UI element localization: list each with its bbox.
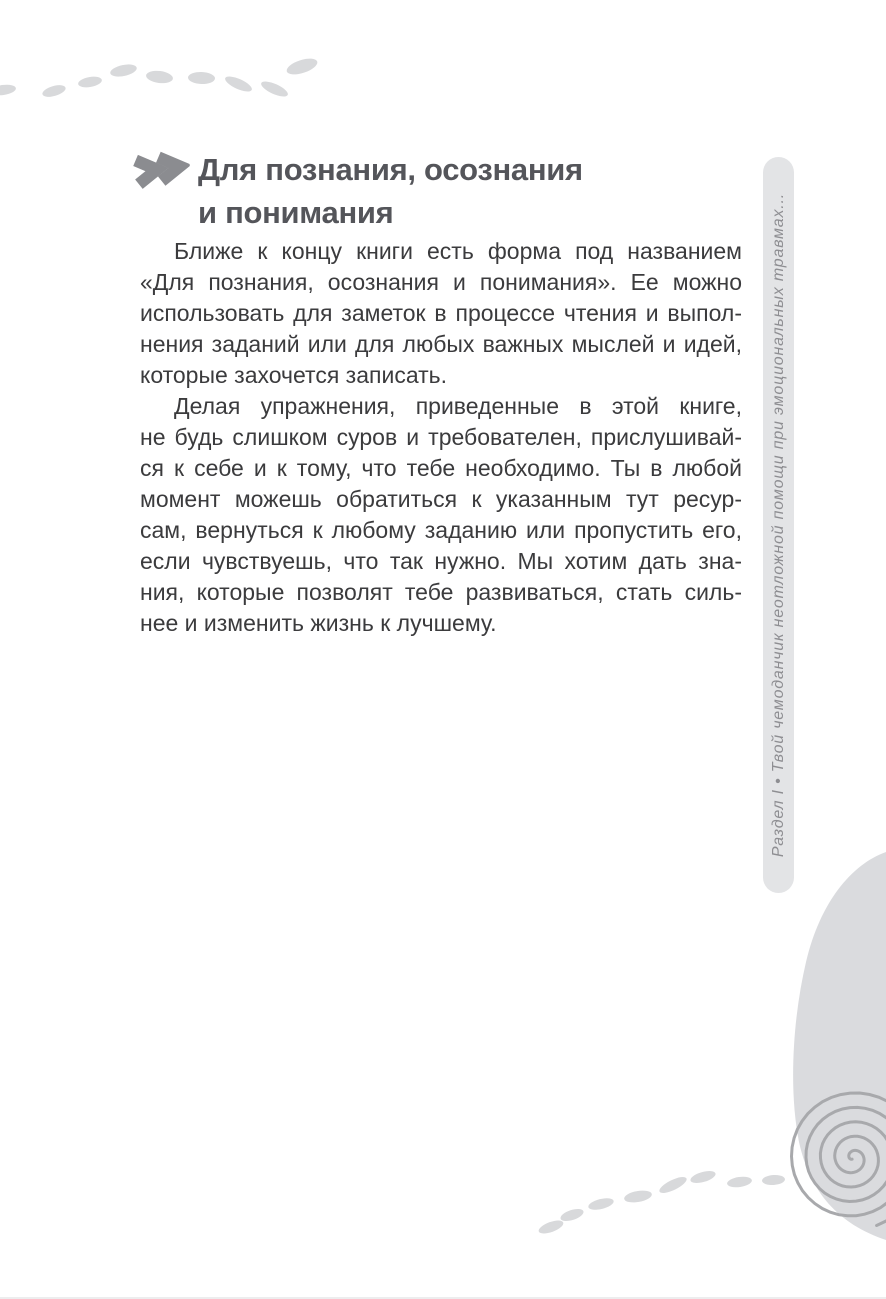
paragraph-line: ся к себе и к тому, что тебе необходимо. Ты в любой — [140, 455, 742, 481]
trail-dash — [762, 1174, 786, 1186]
trail-dash — [657, 1174, 688, 1196]
trail-dash — [559, 1207, 585, 1224]
section-margin-tab — [763, 157, 794, 893]
trail-dash — [623, 1189, 652, 1205]
paragraph-line: Ближе к концу книги есть форма под названием — [174, 238, 742, 264]
double-chevron-icon — [129, 142, 193, 196]
trail-dash — [259, 79, 290, 100]
spiral-icon — [773, 1078, 886, 1238]
trail-dash — [41, 83, 67, 99]
paragraph-line: нее и изменить жизнь к лучшему. — [140, 610, 497, 636]
paragraph-line: момент можешь обратиться к указанным тут ресур- — [140, 486, 742, 512]
trail-dash — [223, 74, 254, 95]
paragraph-line: нения заданий или для любых важных мыслей и идей, — [140, 331, 742, 357]
trail-dash — [537, 1218, 565, 1236]
paragraph-line: «Для познания, осознания и понимания». Ее можно — [140, 269, 742, 295]
trail-dash — [145, 69, 173, 84]
paragraph-line: если чувствуешь, что так нужно. Мы хотим дать зна- — [140, 548, 742, 574]
paragraph-line: ния, которые позволят тебе развиваться, стать силь- — [140, 579, 742, 605]
paragraph-line: использовать для заметок в процессе чтения и выпол- — [140, 300, 742, 326]
trail-dash — [689, 1169, 717, 1186]
trail-dash — [109, 62, 138, 78]
section-margin-label: Раздел I • Твой чемоданчик неотложной помощи при эмоциональных травмах... — [769, 192, 787, 858]
trail-dash — [77, 75, 102, 89]
paragraph-line: Делая упражнения, приведенные в этой книге, — [174, 393, 742, 419]
trail-dash — [285, 55, 319, 77]
trail-dash — [188, 72, 215, 85]
paragraph-line: не будь слишком суров и требователен, прислушивай- — [140, 424, 742, 450]
paragraph-line: сам, вернуться к любому заданию или пропустить его, — [140, 517, 742, 543]
trail-dash — [0, 83, 17, 97]
page-title-line-1: Для познания, осознания — [198, 152, 583, 187]
body-text — [140, 236, 742, 639]
trail-dash — [726, 1175, 752, 1188]
page-title — [198, 148, 778, 234]
page-title-line-2: и понимания — [198, 195, 394, 230]
trail-dash — [587, 1196, 615, 1212]
paragraph-line: которые захочется записать. — [140, 362, 448, 388]
